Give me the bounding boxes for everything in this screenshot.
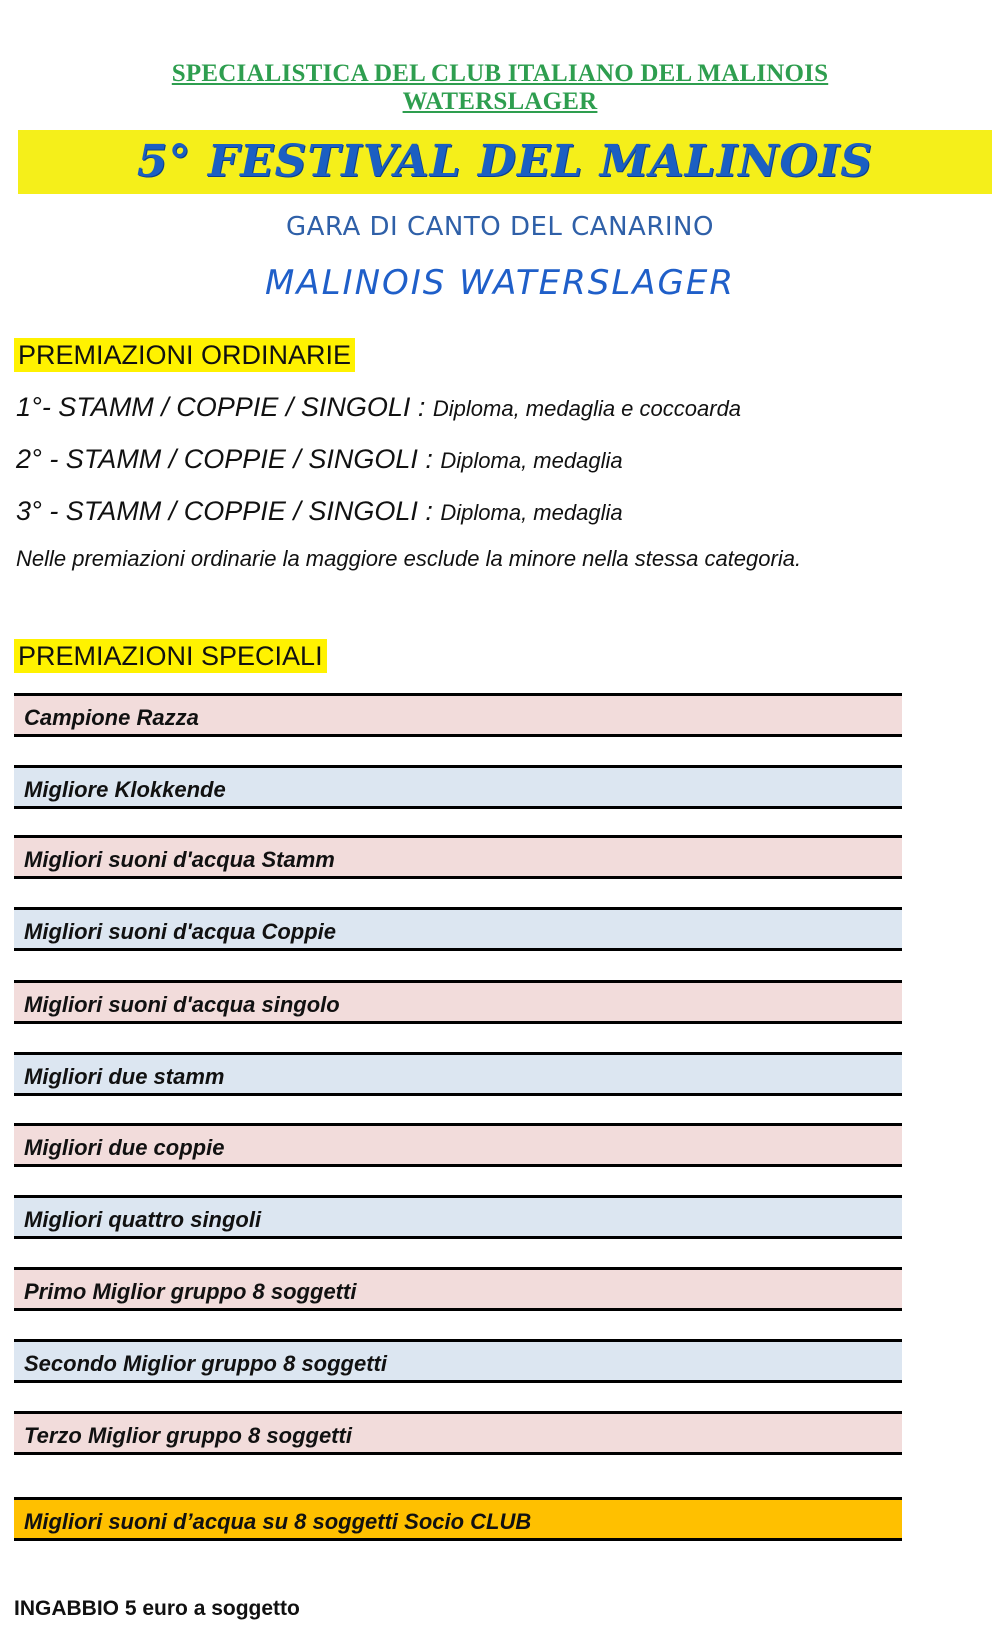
- special-award-label: Migliori suoni d'acqua singolo: [24, 992, 340, 1017]
- special-award-row: [14, 1052, 902, 1096]
- special-award-row: [14, 693, 902, 737]
- special-awards-heading: PREMIAZIONI SPECIALI: [14, 639, 327, 673]
- ordinary-award-2: [16, 444, 623, 475]
- special-award-label: Campione Razza: [24, 705, 199, 730]
- special-award-label: Migliori suoni d’acqua su 8 soggetti Socio CLUB: [24, 1509, 532, 1534]
- special-award-row: [14, 765, 902, 809]
- special-award-label: Primo Miglior gruppo 8 soggetti: [24, 1279, 357, 1304]
- organizer-line-1: SPECIALISTICA DEL CLUB ITALIANO DEL MALINOIS: [171, 60, 829, 87]
- special-award-label: Migliori quattro singoli: [24, 1207, 262, 1232]
- special-award-row: [14, 1123, 902, 1167]
- ordinary-award-desc: Diploma, medaglia e coccoarda: [432, 396, 742, 421]
- organizer-line-2: WATERSLAGER: [402, 88, 598, 115]
- special-award-row: [14, 1497, 902, 1541]
- special-award-label: Secondo Miglior gruppo 8 soggetti: [24, 1351, 387, 1376]
- caging-fee-note: INGABBIO 5 euro a soggetto: [14, 1597, 300, 1620]
- special-award-label: Migliori due stamm: [24, 1064, 225, 1089]
- special-award-label: Migliori suoni d'acqua Stamm: [24, 847, 335, 872]
- special-award-row: [14, 907, 902, 951]
- subtitle-breed: MALINOIS WATERSLAGER: [265, 263, 735, 303]
- ordinary-award-label: 3° - STAMM / COPPIE / SINGOLI :: [16, 496, 441, 526]
- special-award-label: Migliori suoni d'acqua Coppie: [24, 919, 337, 944]
- ordinary-award-desc: Diploma, medaglia: [440, 448, 623, 473]
- special-award-label: Migliori due coppie: [24, 1135, 225, 1160]
- ordinary-awards-heading: PREMIAZIONI ORDINARIE: [14, 338, 355, 372]
- special-award-row: [14, 1339, 902, 1383]
- special-award-label: Terzo Miglior gruppo 8 soggetti: [24, 1423, 352, 1448]
- special-award-label: Migliore Klokkende: [24, 777, 226, 802]
- special-award-row: [14, 835, 902, 879]
- special-award-row: [14, 1267, 902, 1311]
- special-award-row: [14, 1411, 902, 1455]
- subtitle: GARA DI CANTO DEL CANARINO: [286, 212, 714, 242]
- ordinary-award-1: [16, 392, 741, 423]
- ordinary-award-label: 1°- STAMM / COPPIE / SINGOLI :: [16, 392, 433, 422]
- ordinary-award-3: [16, 496, 623, 527]
- special-award-row: [14, 980, 902, 1024]
- special-award-row: [14, 1195, 902, 1239]
- title-banner: [18, 130, 992, 194]
- ordinary-awards-note: Nelle premiazioni ordinarie la maggiore esclude la minore nella stessa categoria.: [16, 546, 802, 571]
- page-title: 5° FESTIVAL DEL MALINOIS: [136, 136, 874, 187]
- ordinary-award-desc: Diploma, medaglia: [440, 500, 623, 525]
- ordinary-award-label: 2° - STAMM / COPPIE / SINGOLI :: [16, 444, 441, 474]
